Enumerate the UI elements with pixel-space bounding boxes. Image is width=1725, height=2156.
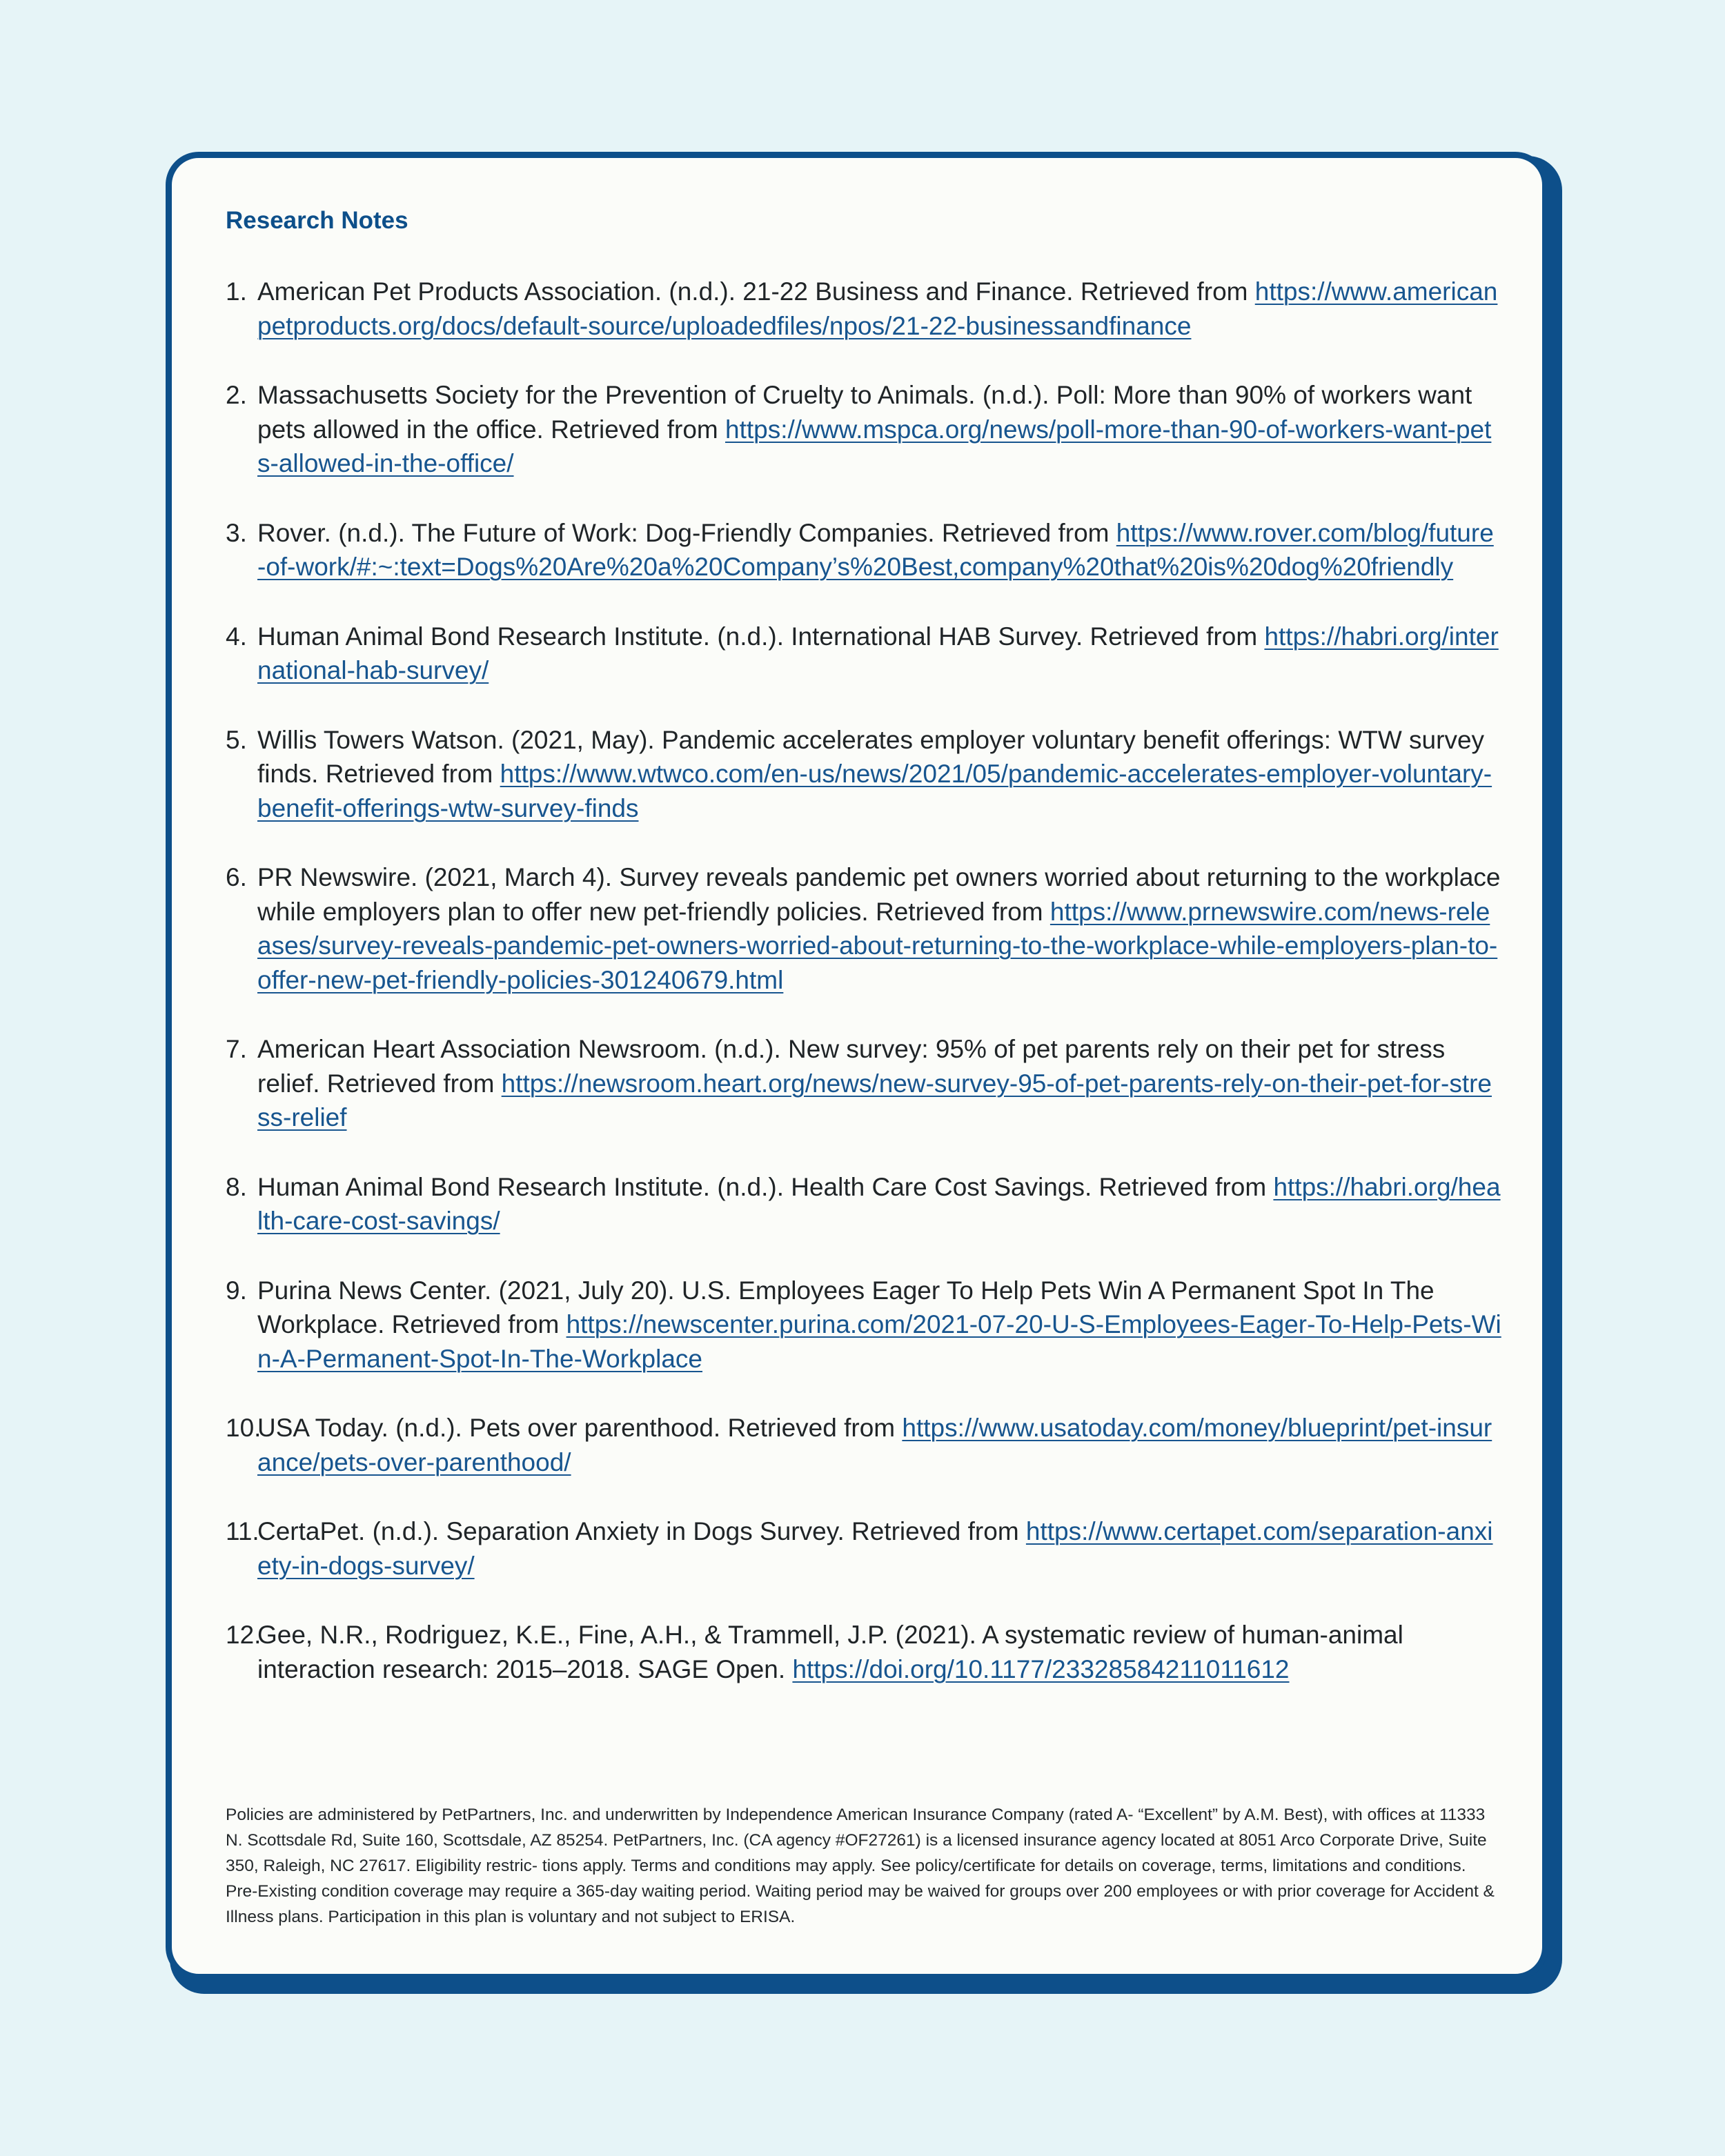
research-note-6 xyxy=(226,860,1502,997)
page-title: Research Notes xyxy=(226,207,408,234)
note-number: 2. xyxy=(226,381,247,409)
note-text: Gee, N.R., Rodriguez, K.E., Fine, A.H., & Trammell, J.P. (2021). A systematic review of human-animal interaction research: 2015–2018. SAGE Open. xyxy=(257,1621,1403,1683)
note-number: 1. xyxy=(226,277,247,306)
note-link[interactable]: https://newsroom.heart.org/news/new-survey-95-of-pet-parents-rely-on-their-pet-for-stress-relief xyxy=(257,1069,1492,1131)
note-text: Willis Towers Watson. (2021, May). Pandemic accelerates employer voluntary benefit offerings: WTW survey finds. Retrieved from xyxy=(257,725,1485,788)
note-text: Human Animal Bond Research Institute. (n.d.). Health Care Cost Savings. Retrieved from xyxy=(257,1172,1274,1201)
note-link[interactable]: https://habri.org/health-care-cost-savings/ xyxy=(257,1172,1501,1235)
note-number: 3. xyxy=(226,518,247,547)
note-text: CertaPet. (n.d.). Separation Anxiety in Dogs Survey. Retrieved from xyxy=(257,1517,1026,1545)
note-text: Massachusetts Society for the Prevention of Cruelty to Animals. (n.d.). Poll: More than 90% of workers want pets allowed in the office. Retrieved from xyxy=(257,381,1472,444)
research-note-7 xyxy=(226,1032,1502,1135)
research-note-10 xyxy=(226,1411,1502,1479)
note-number: 12. xyxy=(226,1621,262,1649)
research-note-3 xyxy=(226,516,1502,584)
note-link[interactable]: https://habri.org/international-hab-survey/ xyxy=(257,622,1499,684)
note-text: American Pet Products Association. (n.d.). 21-22 Business and Finance. Retrieved from xyxy=(257,277,1255,306)
note-number: 10. xyxy=(226,1414,262,1442)
research-notes-list xyxy=(226,275,1502,1721)
note-number: 9. xyxy=(226,1276,247,1305)
research-note-9 xyxy=(226,1274,1502,1376)
note-number: 4. xyxy=(226,622,247,651)
note-text: American Heart Association Newsroom. (n.d.). New survey: 95% of pet parents rely on their pet for stress relief. Retrieved from xyxy=(257,1035,1446,1098)
research-note-5 xyxy=(226,723,1502,826)
note-link[interactable]: https://doi.org/10.1177/23328584211011612 xyxy=(792,1654,1290,1683)
note-text: Purina News Center. (2021, July 20). U.S. Employees Eager To Help Pets Win A Permanent Spot In The Workplace. Retrieved from xyxy=(257,1276,1435,1338)
note-link[interactable]: https://www.wtwco.com/en-us/news/2021/05/pandemic-accelerates-employer-voluntary-benefit-offerings-wtw-survey-finds xyxy=(257,760,1492,822)
note-text: PR Newswire. (2021, March 4). Survey reveals pandemic pet owners worried about returning to the workplace while employers plan to offer new pet-friendly policies. Retrieved from xyxy=(257,863,1501,926)
note-number: 8. xyxy=(226,1172,247,1201)
note-link[interactable]: https://www.americanpetproducts.org/docs/default-source/uploadedfiles/npos/21-22-businessandfinance xyxy=(257,277,1498,340)
research-note-8 xyxy=(226,1170,1502,1238)
note-link[interactable]: https://www.certapet.com/separation-anxiety-in-dogs-survey/ xyxy=(257,1517,1493,1580)
note-link[interactable]: https://www.prnewswire.com/news-releases/survey-reveals-pandemic-pet-owners-worried-about-returning-to-the-workplace-while-employers-plan-to-offer-new-pet-friendly-policies-301240679.html xyxy=(257,897,1498,994)
research-note-1 xyxy=(226,275,1502,343)
research-note-2 xyxy=(226,378,1502,481)
note-text: Human Animal Bond Research Institute. (n.d.). International HAB Survey. Retrieved from xyxy=(257,622,1265,651)
note-number: 11. xyxy=(226,1517,259,1545)
note-link[interactable]: https://www.usatoday.com/money/blueprint/pet-insurance/pets-over-parenthood/ xyxy=(257,1414,1492,1476)
note-number: 5. xyxy=(226,725,247,754)
note-text: Rover. (n.d.). The Future of Work: Dog-Friendly Companies. Retrieved from xyxy=(257,518,1116,547)
note-number: 6. xyxy=(226,863,247,891)
note-number: 7. xyxy=(226,1035,247,1063)
research-note-4 xyxy=(226,620,1502,688)
research-note-12 xyxy=(226,1618,1502,1686)
note-text: USA Today. (n.d.). Pets over parenthood. Retrieved from xyxy=(257,1414,903,1442)
note-link[interactable]: https://www.mspca.org/news/poll-more-than-90-of-workers-want-pets-allowed-in-the-office/ xyxy=(257,415,1492,477)
note-link[interactable]: https://newscenter.purina.com/2021-07-20-U-S-Employees-Eager-To-Help-Pets-Win-A-Permanent-Spot-In-The-Workplace xyxy=(257,1310,1501,1373)
note-link[interactable]: https://www.rover.com/blog/future-of-work/#:~:text=Dogs%20Are%20a%20Company’s%20Best,company%20that%20is%20dog%20friendly xyxy=(257,518,1494,581)
research-note-11 xyxy=(226,1514,1502,1583)
legal-disclaimer: Policies are administered by PetPartners, Inc. and underwritten by Independence American Insurance Company (rated A- “Excellent” by A.M. Best), with offices at 11333 N. Scottsdale Rd, Suite 160, Scottsdale, AZ 85254. PetPartners, Inc. (CA agency #OF27261) is a licensed insurance agency located at 8051 Arco Corporate Drive, Suite 350, Raleigh, NC 27617. Eligibility restric- tions apply. Terms and conditions may apply. See policy/certificate for details on coverage, terms, limitations and conditions. Pre-Existing condition coverage may require a 365-day waiting period. Waiting period may be waived for groups over 200 employees or with prior coverage for Accident & Illness plans. Participation in this plan is voluntary and not subject to ERISA. xyxy=(226,1806,1495,1926)
